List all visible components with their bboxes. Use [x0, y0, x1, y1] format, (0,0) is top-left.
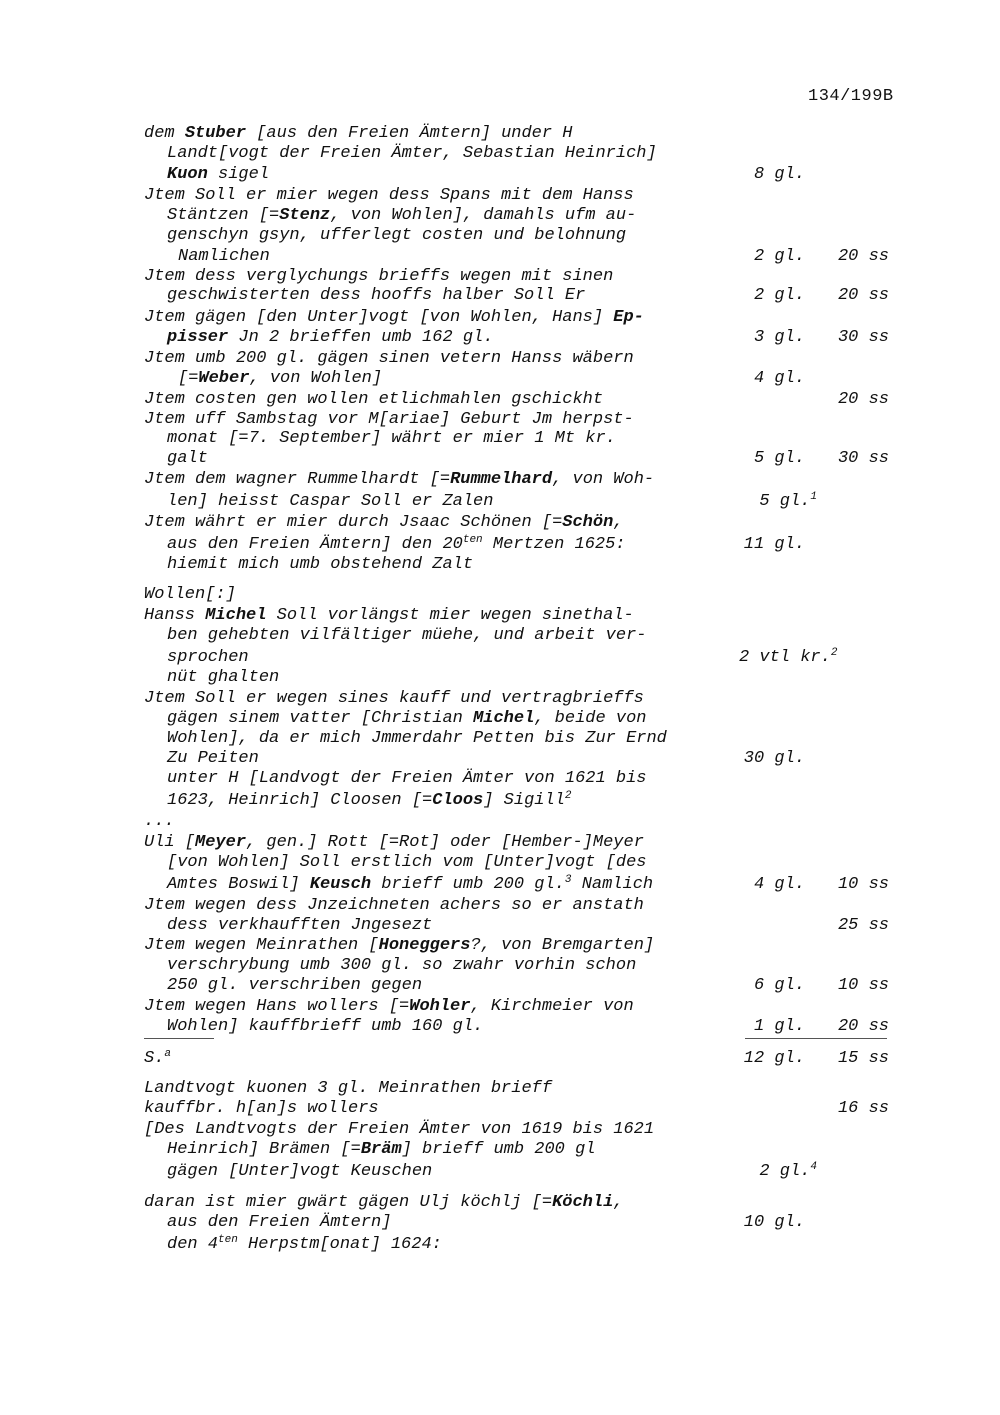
amount-gulden	[739, 976, 805, 995]
entry-line	[144, 896, 644, 916]
amount-gulden-value: 1 gl.	[753, 1017, 805, 1036]
amount-gulden	[739, 328, 805, 347]
amount-gulden-value: 4 gl.	[753, 875, 805, 894]
text-run: Mertzen 1625:	[482, 535, 626, 554]
name-bold: Wohler	[409, 997, 471, 1016]
entry-line	[167, 1017, 483, 1037]
entry-line	[144, 1193, 624, 1213]
amount-gulden	[739, 647, 838, 667]
entry-line	[167, 853, 646, 873]
entry-line	[167, 1162, 432, 1182]
footnote-marker: 3	[564, 874, 572, 886]
name-bold: Köchli	[552, 1193, 614, 1212]
text-run: len] heisst Caspar Soll er Zalen	[167, 492, 494, 511]
text-run: Jtem costen gen wollen etlichmahlen gschickht	[144, 390, 604, 409]
text-run: Wohlen] kauffbrieff umb 160 gl.	[167, 1017, 484, 1036]
text-run: Landt[vogt der Freien Ämter, Sebastian Heinrich]	[167, 144, 657, 163]
amount-gulden-value: 2 gl.	[753, 247, 805, 266]
entry-line	[167, 144, 657, 164]
amount-schilling: 10 ss	[837, 976, 889, 995]
text-run: [aus den Freien Ämtern] under H	[246, 124, 573, 143]
text-run: brieff umb 200 gl.	[371, 875, 565, 894]
text-run: ,	[613, 513, 624, 532]
entry-line	[178, 369, 382, 389]
entry-line	[144, 1049, 171, 1069]
amount-gulden-value: 12 gl.	[743, 1049, 805, 1068]
text-run: gägen [Unter]vogt Keuschen	[167, 1162, 433, 1181]
text-run: sigel	[207, 165, 270, 184]
amount-gulden-value: 3 gl.	[753, 328, 805, 347]
amount-gulden-value: 10 gl.	[743, 1213, 805, 1232]
entry-line	[144, 390, 603, 410]
text-run: dem	[144, 124, 185, 143]
amount-schilling: 15 ss	[837, 1049, 889, 1068]
entry-line	[144, 997, 634, 1017]
text-run: dess verkhaufften Jngesezt	[167, 916, 433, 935]
name-bold: Kuon	[167, 165, 208, 184]
text-run: Uli [	[144, 833, 196, 852]
name-bold: Cloos	[432, 791, 484, 810]
text-run: Jtem wegen dess Jnzeichneten achers so er anstath	[144, 896, 644, 915]
text-run: Zu Peiten	[167, 749, 259, 768]
text-run: aus den Freien Ämtern] den 20	[167, 535, 463, 554]
text-run: den 4	[167, 1235, 219, 1254]
amount-gulden	[739, 247, 805, 266]
amount-schilling: 20 ss	[837, 390, 889, 409]
text-run: Jtem Soll er mier wegen dess Spans mit dem Hanss	[144, 186, 634, 205]
text-run: , von Wohlen], damahls ufm au-	[330, 206, 637, 225]
entry-line	[144, 470, 654, 490]
text-run: unter H [Landvogt der Freien Ämter von 1621 bis	[167, 769, 647, 788]
footnote-marker: 2	[564, 790, 572, 802]
amount-gulden	[739, 492, 817, 511]
entry-line	[144, 606, 634, 626]
entry-line	[167, 916, 432, 936]
entry-line	[167, 535, 626, 555]
entry-line	[167, 1140, 596, 1160]
entry-line	[167, 1213, 391, 1233]
entry-line	[144, 267, 613, 287]
amount-schilling: 20 ss	[837, 286, 889, 305]
text-run: [Des Landtvogts der Freien Ämter von 1619 bis 1621	[144, 1120, 655, 1139]
entry-line	[167, 749, 259, 769]
name-bold: Keusch	[309, 875, 372, 894]
entry-line	[144, 585, 236, 605]
entry-line	[167, 1235, 442, 1255]
text-run: Jtem dem wagner Rummelhardt [=	[144, 470, 451, 489]
text-run: ] Sigill	[483, 791, 565, 810]
entry-line	[144, 186, 634, 206]
text-run: sprochen	[167, 648, 249, 667]
text-run: hiemit mich umb obstehend Zalt	[167, 555, 474, 574]
amount-gulden	[739, 1162, 817, 1181]
footnote-marker: 4	[810, 1161, 817, 1173]
amount-gulden	[739, 1017, 805, 1036]
text-run: [von Wohlen] Soll erstlich vom [Unter]vogt [des	[167, 853, 647, 872]
entry-line	[144, 513, 624, 533]
text-run: Jtem dess verglychungs brieffs wegen mit sinen	[144, 267, 614, 286]
text-run: geschwisterten dess hooffs halber Soll Er	[167, 286, 586, 305]
entry-line	[167, 165, 269, 185]
amount-schilling: 16 ss	[837, 1099, 889, 1118]
text-run: gägen sinem vatter [Christian	[167, 709, 474, 728]
text-run: daran ist mier gwärt gägen Ulj köchlj [=	[144, 1193, 553, 1212]
text-run: Jn 2 brieffen umb 162 gl.	[228, 328, 494, 347]
entry-line	[144, 410, 634, 430]
text-run: , gen.] Rott [=Rot] oder [Hember-]Meyer	[246, 833, 644, 852]
name-bold: Michel	[205, 606, 267, 625]
text-run: Herpstm[onat] 1624:	[237, 1235, 442, 1254]
name-bold: Ep-	[613, 308, 644, 327]
amount-gulden-value: 6 gl.	[753, 976, 805, 995]
entry-line	[167, 668, 279, 688]
text-run: Hanss	[144, 606, 206, 625]
entry-line	[167, 286, 585, 306]
text-run: ben gehebten vilfältiger müehe, und arbeit ver-	[167, 626, 647, 645]
amount-gulden-value: 2 gl.	[753, 286, 805, 305]
name-bold: Michel	[473, 709, 535, 728]
footnote-marker: 2	[830, 647, 838, 659]
name-bold: Bräm	[360, 1140, 402, 1159]
name-bold: Rummelhard	[450, 470, 553, 489]
text-run: Jtem gägen [den Unter]vogt [von Wohlen, Hans]	[144, 308, 614, 327]
text-run: Soll vorlängst mier wegen sinethal-	[266, 606, 634, 625]
amount-gulden	[739, 875, 805, 894]
page-number: 134/199B	[808, 87, 894, 106]
footnote-marker: ten	[218, 1234, 238, 1246]
entry-line	[167, 956, 636, 976]
name-bold: Meyer	[195, 833, 247, 852]
entry-line	[144, 689, 644, 709]
text-run: Jtem uff Sambstag vor M[ariae] Geburt Jm herpst-	[144, 410, 634, 429]
text-run: S.	[144, 1049, 165, 1068]
amount-gulden-value: 4 gl.	[753, 369, 805, 388]
text-run: ,	[613, 1193, 624, 1212]
entry-line	[167, 791, 572, 811]
entry-line	[144, 308, 644, 328]
amount-gulden	[739, 1049, 805, 1068]
text-run: Jtem währt er mier durch Jsaac Schönen [=	[144, 513, 563, 532]
entry-line	[144, 1079, 552, 1099]
entry-line	[144, 812, 175, 832]
text-run: Jtem umb 200 gl. gägen sinen vetern Hanss wäbern	[144, 349, 634, 368]
text-run: Wohlen], da er mich Jmmerdahr Petten bis Zur Ernd	[167, 729, 667, 748]
amount-schilling: 30 ss	[837, 449, 889, 468]
amount-schilling: 10 ss	[837, 875, 889, 894]
text-run: monat [=7. September] währt er mier 1 Mt kr.	[167, 429, 616, 448]
entry-line	[167, 429, 616, 449]
entry-line	[167, 976, 422, 996]
subtotal-rule-left	[144, 1038, 214, 1039]
amount-gulden	[739, 1213, 805, 1232]
text-run: , beide von	[534, 709, 647, 728]
entry-line	[144, 349, 634, 369]
name-bold: Stenz	[279, 206, 331, 225]
entry-line	[167, 328, 493, 348]
name-bold: Honeggers	[378, 936, 471, 955]
entry-line	[167, 648, 249, 668]
name-bold: Schön	[562, 513, 614, 532]
text-run: Jtem Soll er wegen sines kauff und vertragbrieffs	[144, 689, 644, 708]
amount-gulden-value: 2 gl.	[759, 1162, 811, 1181]
text-run: 1623, Heinrich] Cloosen [=	[167, 791, 433, 810]
entry-line	[167, 206, 636, 226]
text-run: , von Wohlen]	[249, 369, 383, 388]
text-run: kauffbr. h[an]s wollers	[144, 1099, 379, 1118]
entry-line	[144, 124, 572, 144]
text-run: ?, von Bremgarten]	[470, 936, 655, 955]
text-run: Stäntzen [=	[167, 206, 280, 225]
entry-line	[144, 833, 644, 853]
text-run: Heinrich] Brämen [=	[167, 1140, 361, 1159]
amount-gulden	[739, 165, 805, 184]
amount-gulden	[739, 369, 805, 388]
text-run: genschyn gsyn, ufferlegt costen und belohnung	[167, 226, 627, 245]
text-run: aus den Freien Ämtern]	[167, 1213, 392, 1232]
text-run: Namlich	[571, 875, 654, 894]
text-run: Jtem wegen Hans wollers [=	[144, 997, 410, 1016]
entry-line	[178, 247, 270, 267]
entry-line	[167, 555, 473, 575]
footnote-marker: ten	[462, 534, 483, 546]
amount-gulden-value: 30 gl.	[743, 749, 805, 768]
amount-gulden-value: 2 vtl kr.	[739, 648, 831, 667]
entry-line	[167, 769, 646, 789]
entry-line	[167, 729, 667, 749]
entry-line	[167, 709, 647, 729]
text-run: 250 gl. verschriben gegen	[167, 976, 423, 995]
amount-schilling: 20 ss	[837, 1017, 889, 1036]
amount-gulden-value: 8 gl.	[753, 165, 805, 184]
text-run: verschrybung umb 300 gl. so zwahr vorhin schon	[167, 956, 637, 975]
footnote-marker: a	[164, 1048, 172, 1060]
amount-gulden	[739, 749, 805, 768]
amount-gulden-value: 5 gl.	[753, 449, 805, 468]
amount-schilling: 30 ss	[837, 328, 889, 347]
entry-line	[167, 875, 653, 895]
amount-gulden-value: 5 gl.	[759, 492, 811, 511]
amount-gulden	[739, 286, 805, 305]
name-bold: Weber	[198, 369, 250, 388]
subtotal-rule-right	[745, 1038, 887, 1039]
amount-gulden-value: 11 gl.	[743, 535, 805, 554]
text-run: nüt ghalten	[167, 668, 280, 687]
text-run: ...	[144, 812, 175, 831]
text-run: Jtem wegen Meinrathen [	[144, 936, 379, 955]
text-run: ] brieff umb 200 gl	[401, 1140, 596, 1159]
footnote-marker: 1	[810, 491, 817, 503]
name-bold: Stuber	[184, 124, 247, 143]
entry-line	[167, 449, 208, 469]
name-bold: pisser	[167, 328, 229, 347]
amount-schilling: 25 ss	[837, 916, 889, 935]
amount-schilling: 20 ss	[837, 247, 889, 266]
text-run: galt	[167, 449, 208, 468]
amount-gulden	[739, 535, 805, 554]
text-run: Landtvogt kuonen 3 gl. Meinrathen brieff	[144, 1079, 553, 1098]
entry-line	[144, 1099, 379, 1119]
entry-line	[167, 492, 493, 512]
entry-line	[144, 936, 654, 956]
text-run: , Kirchmeier von	[470, 997, 634, 1016]
text-run: Wollen[:]	[144, 585, 236, 604]
entry-line	[167, 626, 646, 646]
text-run: , von Woh-	[552, 470, 655, 489]
text-run: [=	[178, 369, 199, 388]
entry-line	[167, 226, 626, 246]
text-run: Namlichen	[178, 247, 270, 266]
amount-gulden	[739, 449, 805, 468]
entry-line	[144, 1120, 654, 1140]
text-run: Amtes Boswil]	[167, 875, 310, 894]
